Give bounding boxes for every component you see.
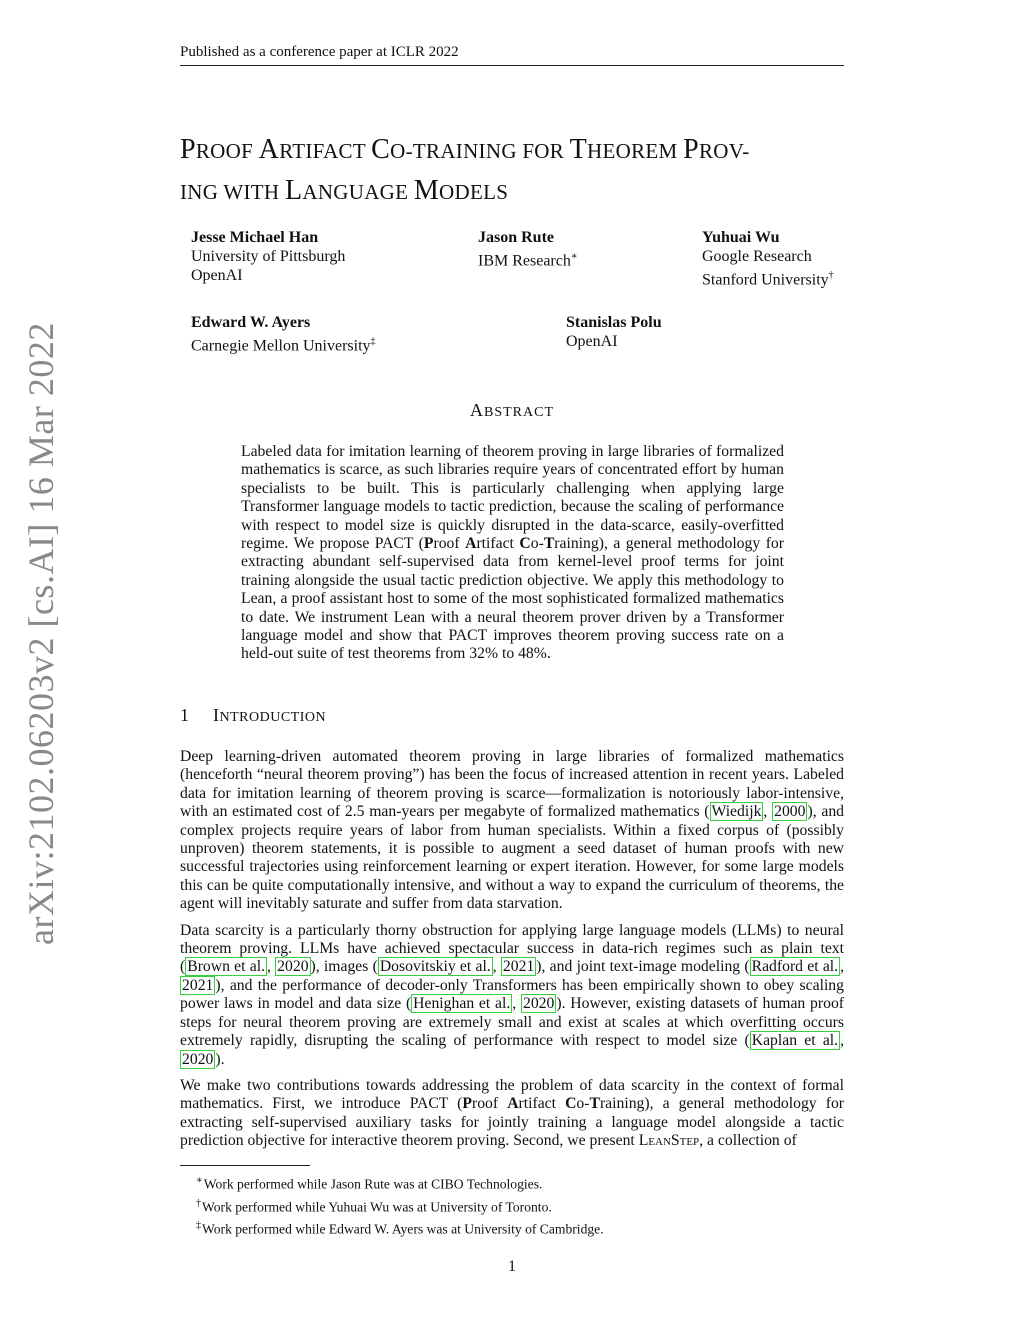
paragraph: We make two contributions towards addressing the problem of data scarcity in the context of formal mathematics. First, we introduce PACT (Proof Artifact Co-Training), a general methodology for extracting self-supervised auxiliary tasks for jointly training a language model alongside a tactic prediction objective for interactive theorem proving. Second, we present LeanStep, a collection of (180, 1076, 845, 1150)
leanstep-name: LeanStep (638, 1132, 700, 1150)
footnote-divider (180, 1165, 310, 1166)
citation-link[interactable]: 2020 (277, 958, 309, 976)
paper-title (180, 130, 860, 212)
title-line-1: PROOF ARTIFACT CO-TRAINING FOR THEOREM PROV- (180, 134, 750, 165)
citation-link[interactable]: 2021 (182, 976, 214, 994)
footnotes (196, 1171, 604, 1239)
citation-link[interactable]: Wiedijk (711, 803, 762, 821)
citation-link[interactable]: Brown et al. (187, 958, 265, 976)
author-name: Jason Rute (478, 229, 555, 246)
author-block (191, 313, 376, 355)
citation-link[interactable]: 2020 (522, 995, 555, 1013)
page-number: 1 (508, 1258, 516, 1275)
paragraph: Data scarcity is a particularly thorny obstruction for applying large language models (LLMs) to neural theorem proving. LLMs have achieved spectacular success in data-rich regimes such as plain text ( Brown et al. , 2020 ), images ( Dosovitskiy et al. , 2021 ), and joint text-image modeling ( Radford et al. , 2021 ), and the performance of decoder-only Transformers has been empirically shown to obey scaling power laws in model and data size ( Henighan et al. , 2020 ). However, existing datasets of human proof steps for neural theorem proving are extremely small and exist at scales at which overfitting occurs extremely rapidly, disrupting the scaling of performance with respect to model size ( Kaplan et al. , 2020 ). (180, 921, 845, 1068)
footnote: †Work performed while Yuhuai Wu was at University of Toronto. (196, 1197, 552, 1215)
author-name: Stanislas Polu (566, 314, 662, 331)
author-block (191, 228, 345, 285)
author-affiliation: University of Pittsburgh (191, 248, 346, 265)
title-line-2: ING WITH LANGUAGE MODELS (180, 175, 509, 206)
author-affiliation: OpenAI (191, 267, 243, 284)
author-affiliation: IBM Research∗ (478, 251, 578, 270)
author-block (566, 313, 662, 351)
abstract-heading: ABSTRACT (469, 400, 554, 420)
author-name: Edward W. Ayers (191, 314, 311, 331)
footnote: ∗Work performed while Jason Rute was at CIBO Technologies. (196, 1175, 543, 1192)
paragraph: Deep learning-driven automated theorem proving in large libraries of formalized mathematics (henceforth “neural theorem proving”) has been the focus of increased attention in recent years. Labeled data for imitation learning of theorem proving is scarce—formalization is notoriously labor-intensive, with an estimated cost of 2.5 man-years per megabyte of formalized mathematics ( Wiedijk , 2000 ), and complex projects require years of labor from human specialists. Within a fixed corpus of (possibly unproven) theorem statements, it is possible to augment a seed dataset of human proofs with new successful trajectories using reinforcement learning or expert iteration. However, for some large models this can be quite computationally intensive, and without a way to expand the curriculum of theorems, the agent will inevitably saturate and suffer from data starvation. (180, 748, 845, 913)
author-name: Yuhuai Wu (702, 229, 780, 246)
running-header: Published as a conference paper at ICLR 2022 (180, 44, 844, 66)
section-heading-introduction: 1 INTRODUCTION (180, 705, 327, 725)
author-block (478, 228, 578, 270)
citation-link[interactable]: Kaplan et al. (751, 1032, 839, 1050)
author-name: Jesse Michael Han (191, 229, 319, 246)
introduction-body (180, 748, 844, 1159)
author-affiliation: Carnegie Mellon University‡ (191, 336, 376, 355)
arxiv-stamp: arXiv:2102.06203v2 [cs.AI] 16 Mar 2022 (21, 322, 61, 945)
author-affiliation: Google Research (702, 248, 812, 265)
footnote: ‡Work performed while Edward W. Ayers was at University of Cambridge. (196, 1220, 604, 1237)
citation-link[interactable]: 2000 (774, 803, 806, 821)
author-affiliation: OpenAI (566, 333, 618, 350)
citation-link[interactable]: Dosovitskiy et al. (379, 958, 491, 976)
author-block (702, 228, 834, 289)
citation-link[interactable]: Henighan et al. (413, 995, 511, 1013)
citation-link[interactable]: 2020 (182, 1050, 214, 1068)
citation-link[interactable]: Radford et al. (751, 958, 839, 976)
citation-link[interactable]: 2021 (502, 958, 535, 976)
author-affiliation: Stanford University† (702, 270, 834, 289)
abstract-body: Labeled data for imitation learning of theorem proving in large libraries of formalized mathematics is scarce, as such libraries require years of concentrated effort by human specialists to be built. This is particularly challenging when applying large Transformer language models to tactic prediction, because the scaling of performance with respect to model size is quickly disrupted in the data-scarce, easily-overfitted regime. We propose PACT (Proof Artifact Co-Training), a general methodology for extracting abundant self-supervised data from kernel-level proof terms for joint training alongside the usual tactic prediction objective. We apply this methodology to Lean, a proof assistant host to some of the most sophisticated formalized mathematics to date. We instrument Lean with a neural theorem prover driven by a Transformer language model and show that PACT improves theorem proving success rate on a held-out suite of test theorems from 32% to 48%. (241, 443, 784, 663)
